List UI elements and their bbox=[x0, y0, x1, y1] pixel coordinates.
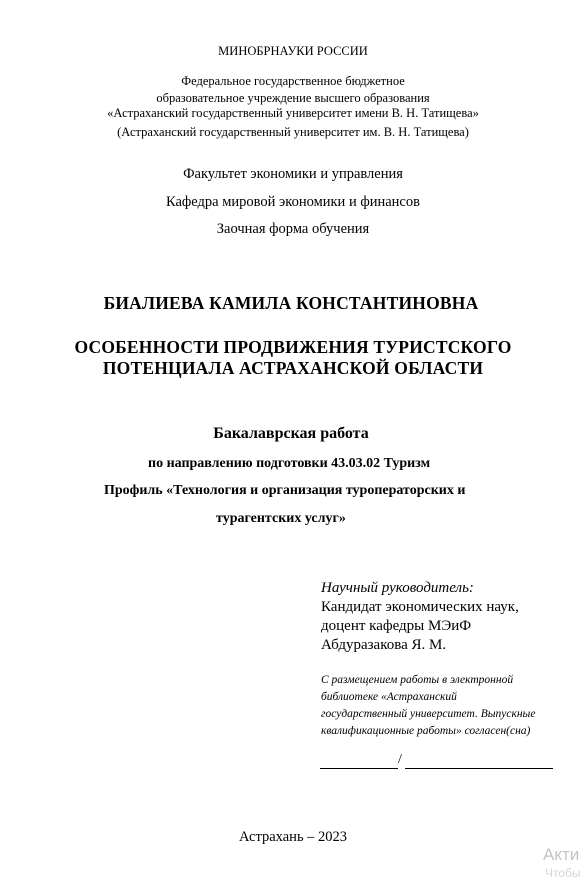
supervisor-name: Абдуразакова Я. М. bbox=[321, 637, 447, 653]
faculty-name: Факультет экономики и управления bbox=[183, 166, 403, 182]
profile-line-2: турагентских услуг» bbox=[216, 511, 346, 526]
institution-line-1: Федеральное государственное бюджетное bbox=[181, 74, 405, 88]
profile-line-1: Профиль «Технология и организация туроператорских и bbox=[104, 483, 466, 498]
author-name: БИАЛИЕВА КАМИЛА КОНСТАНТИНОВНА bbox=[103, 293, 479, 313]
consent-line-3: государственный университет. Выпускные bbox=[321, 708, 536, 720]
thesis-title-line-1: ОСОБЕННОСТИ ПРОДВИЖЕНИЯ ТУРИСТСКОГО bbox=[74, 337, 512, 357]
study-direction: по направлению подготовки 43.03.02 Туризм bbox=[148, 456, 431, 471]
work-type: Бакалаврская работа bbox=[213, 425, 369, 442]
institution-line-3: «Астраханский государственный университет имени В. Н. Татищева» bbox=[107, 106, 479, 120]
supervisor-label: Научный руководитель: bbox=[321, 580, 474, 596]
activation-watermark-subtext: Чтобы bbox=[545, 866, 581, 880]
department-name: Кафедра мировой экономики и финансов bbox=[166, 194, 420, 210]
supervisor-position: доцент кафедры МЭиФ bbox=[321, 618, 472, 634]
signature-underline bbox=[320, 768, 398, 769]
consent-line-2: библиотеке «Астраханский bbox=[321, 691, 457, 703]
activation-watermark: Акти bbox=[543, 845, 580, 864]
signature-name-underline bbox=[405, 768, 553, 769]
city-year: Астрахань – 2023 bbox=[238, 829, 348, 845]
study-form: Заочная форма обучения bbox=[216, 221, 370, 237]
signature-line bbox=[320, 752, 553, 770]
signature-separator: / bbox=[398, 752, 402, 767]
ministry-name: МИНОБРНАУКИ РОССИИ bbox=[218, 44, 368, 58]
supervisor-degree: Кандидат экономических наук, bbox=[321, 599, 519, 615]
institution-line-4: (Астраханский государственный университет им. В. Н. Татищева) bbox=[117, 125, 469, 139]
institution-line-2: образовательное учреждение высшего образования bbox=[156, 91, 430, 105]
consent-line-4: квалификационные работы» согласен(сна) bbox=[321, 725, 531, 737]
consent-line-1: С размещением работы в электронной bbox=[321, 674, 514, 686]
thesis-title-line-2: ПОТЕНЦИАЛА АСТРАХАНСКОЙ ОБЛАСТИ bbox=[102, 358, 484, 378]
